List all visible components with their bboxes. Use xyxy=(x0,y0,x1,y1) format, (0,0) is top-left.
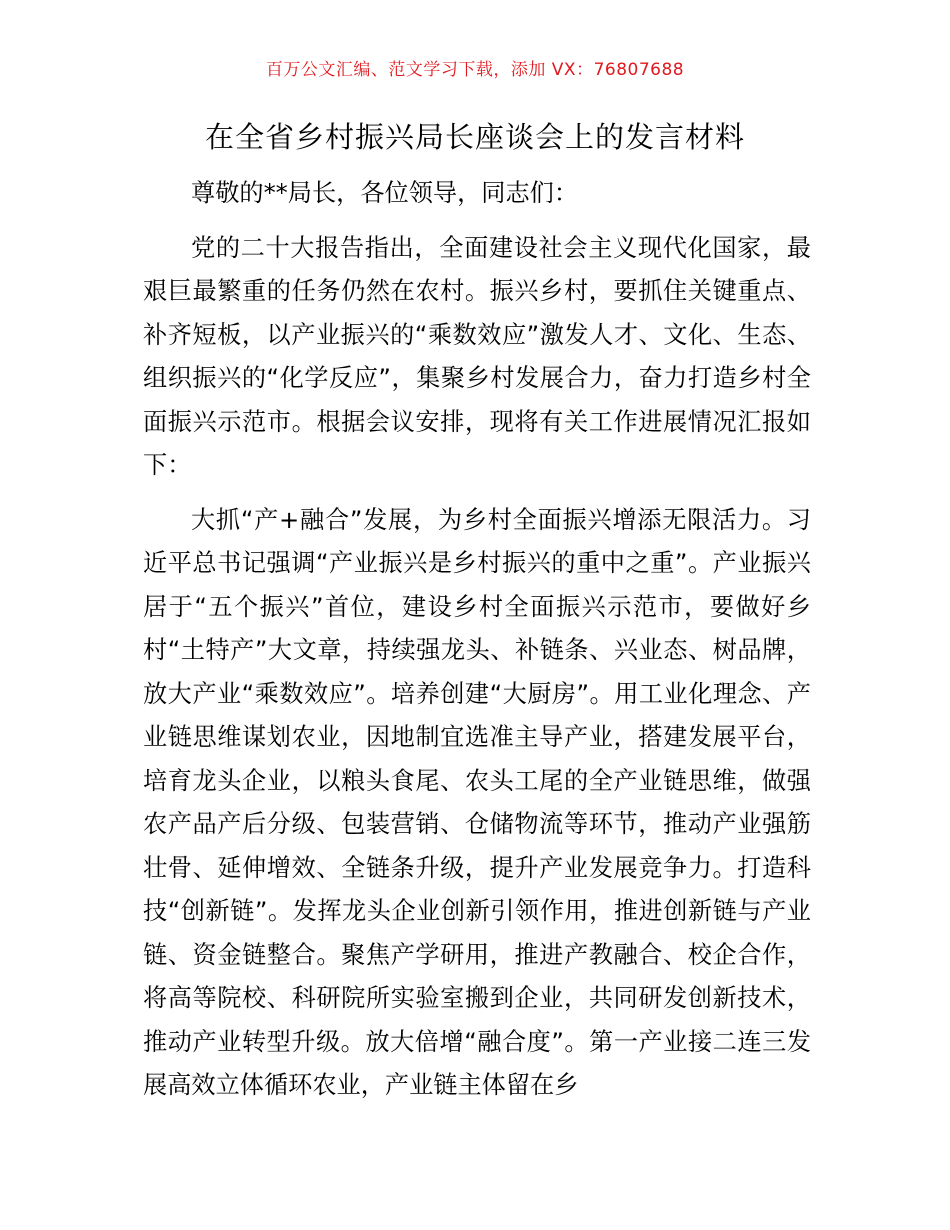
promo-banner: 百万公文汇编、范文学习下载，添加 VX：76807688 xyxy=(265,60,685,80)
salutation: 尊敬的**局长，各位领导，同志们： xyxy=(191,179,579,207)
document-body xyxy=(143,172,811,1119)
document-title: 在全省乡村振兴局长座谈会上的发言材料 xyxy=(204,120,745,154)
paragraph: 大抓“产+融合”发展，为乡村全面振兴增添无限活力。习近平总书记强调“产业振兴是乡村振兴的重中之重”。产业振兴居于“五个振兴”首位，建设乡村全面振兴示范市，要做好乡村“土特产”大文章，持续强龙头、补链条、兴业态、树品牌，放大产业“乘数效应”。培养创建“大厨房”。用工业化理念、产业链思维谋划农业，因地制宜选准主导产业，搭建发展平台，培育龙头企业，以粮头食尾、农头工尾的全产业链思维，做强农产品产后分级、包装营销、仓储物流等环节，推动产业强筋壮骨、延伸增效、全链条升级，提升产业发展竞争力。打造科技“创新链”。发挥龙头企业创新引领作用，推进创新链与产业链、资金链整合。聚焦产学研用，推进产教融合、校企合作，将高等院校、科研院所实验室搬到企业，共同研发创新技术，推动产业转型升级。放大倍增“融合度”。第一产业接二连三发展高效立体循环农业，产业链主体留在乡 xyxy=(143,505,811,1099)
paragraph: 党的二十大报告指出，全面建设社会主义现代化国家，最艰巨最繁重的任务仍然在农村。振兴乡村，要抓住关键重点、补齐短板，以产业振兴的“乘数效应”激发人才、文化、生态、组织振兴的“化学反应”，集聚乡村发展合力，奋力打造乡村全面振兴示范市。根据会议安排，现将有关工作进展情况汇报如下： xyxy=(143,233,811,479)
